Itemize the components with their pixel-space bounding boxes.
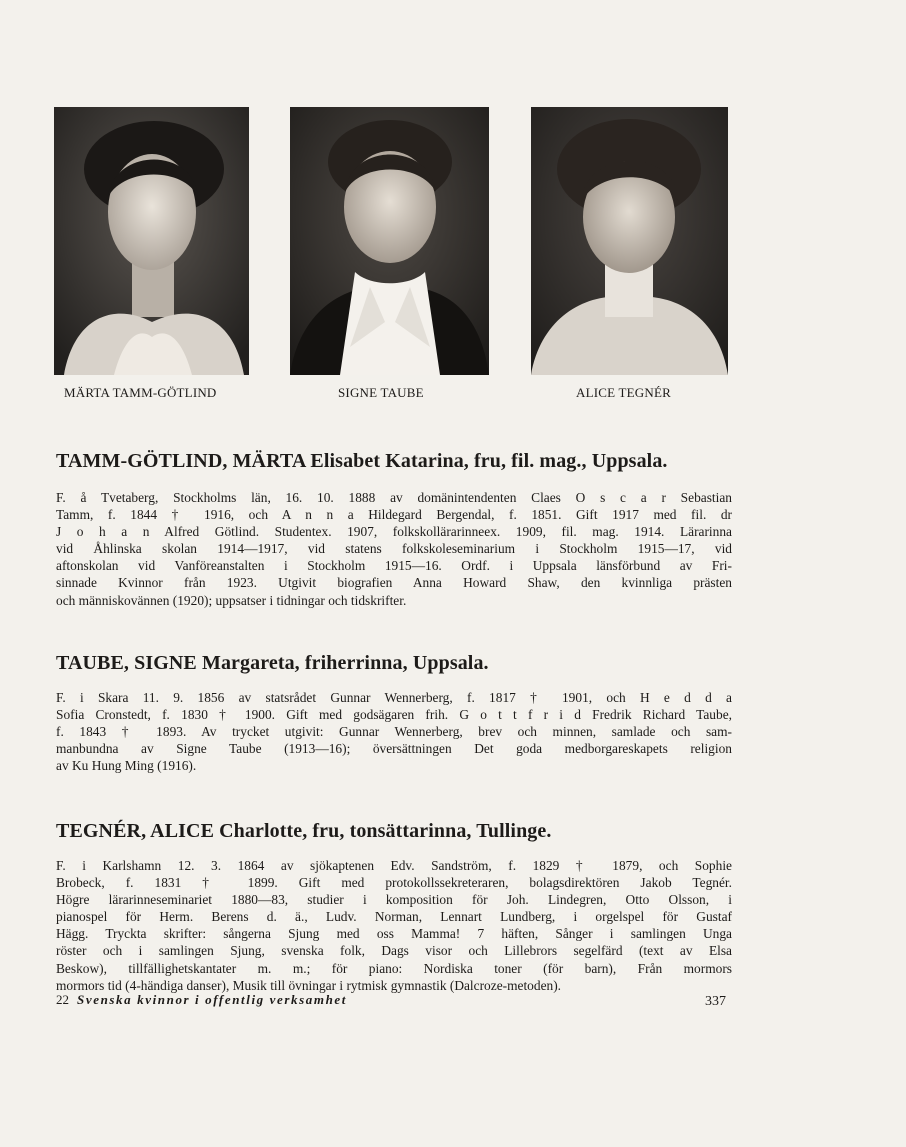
entry-line: manbundna av Signe Taube (1913—16); översättningen Det goda medborgareskapets religion xyxy=(56,741,732,757)
entry-line: mormors tid (4-händiga danser), Musik till övningar i rytmisk gymnastik (Dalcroze-metoden). xyxy=(56,977,562,993)
entry-line: Hägg. Tryckta skrifter: sångerna Sjung med oss Mamma! 7 häften, Sånger i samlingen Unga xyxy=(56,926,732,942)
entry-line: röster och i samlingen Sjung, svenska folk, Dags visor och Lillebrors segelfärd (text av Elsa xyxy=(56,943,732,959)
portrait-caption: ALICE TEGNÉR xyxy=(576,385,671,400)
entry-line: f. 1843 † 1893. Av trycket utgivit: Gunnar Wennerberg, brev och minnen, samlade och sam- xyxy=(56,724,732,740)
biography-entry-tegner xyxy=(56,820,732,994)
entry-line: Tamm, f. 1844 † 1916, och A n n a Hildegard Bergendal, f. 1851. Gift 1917 med fil. dr xyxy=(56,507,732,523)
entry-heading: TAMM-GÖTLIND, MÄRTA Elisabet Katarina, fru, fil. mag., Uppsala. xyxy=(56,450,668,472)
entry-line: aftonskolan vid Vanföreanstalten i Stockholm 1915—16. Ordf. i Uppsala länsförbund av Fri- xyxy=(56,558,732,574)
entry-line: F. i Karlshamn 12. 3. 1864 av sjökaptenen Edv. Sandström, f. 1829 † 1879, och Sophie xyxy=(56,858,732,873)
entry-line: J o h a n Alfred Götlind. Studentex. 1907, folkskollärarinneex. 1909, fil. mag. 1914. Lärarinna xyxy=(56,524,732,540)
entry-line: pianospel för Herm. Berens d. ä., Ludv. Norman, Lennart Lundberg, i orgelspel för Gustaf xyxy=(56,909,732,925)
page-footer-signature xyxy=(56,992,347,1008)
portrait-photo-signe-taube xyxy=(290,107,489,375)
entry-heading: TEGNÉR, ALICE Charlotte, fru, tonsättarinna, Tullinge. xyxy=(56,820,552,842)
entry-line: Sofia Cronstedt, f. 1830 † 1900. Gift med godsägaren frih. G o t t f r i d Fredrik Richard Taube, xyxy=(56,707,732,723)
biography-entry-taube xyxy=(56,652,732,774)
portrait-caption: SIGNE TAUBE xyxy=(338,385,424,400)
entry-heading: TAUBE, SIGNE Margareta, friherrinna, Uppsala. xyxy=(56,652,489,674)
entry-body xyxy=(56,689,732,774)
entry-line: F. i Skara 11. 9. 1856 av statsrådet Gunnar Wennerberg, f. 1817 † 1901, och H e d d a xyxy=(56,690,732,705)
entry-line: och människovännen (1920); uppsatser i tidningar och tidskrifter. xyxy=(56,592,407,608)
portrait-photo-marta-tamm-gotlind xyxy=(54,107,249,375)
biography-entry-tamm-gotlind xyxy=(56,450,732,609)
entry-line: Högre lärarinneseminariet 1880—83, studier i komposition för Joh. Lindegren, Otto Olsson, i xyxy=(56,892,732,908)
entry-body xyxy=(56,489,732,609)
entry-line: av Ku Hung Ming (1916). xyxy=(56,758,197,774)
portrait-photo-alice-tegner xyxy=(531,107,728,375)
page-number: 337 xyxy=(705,994,726,1009)
entry-line: vid Åhlinska skolan 1914—1917, vid statens folkskoleseminarium i Stockholm 1915—17, vid xyxy=(56,541,732,557)
entry-line: Brobeck, f. 1831 † 1899. Gift med protokollssekreteraren, bolagsdirektören Jakob Tegnér. xyxy=(56,875,732,891)
entry-line: Beskow), tillfällighetskantater m. m.; för piano: Nordiska toner (för barn), Från mormors xyxy=(56,960,732,976)
book-title: Svenska kvinnor i offentlig verksamhet xyxy=(77,992,348,1007)
signature-number: 22 xyxy=(56,992,69,1007)
entry-line: F. å Tvetaberg, Stockholms län, 16. 10. 1888 av domänintendenten Claes O s c a r Sebastian xyxy=(56,490,732,505)
portrait-caption: MÄRTA TAMM-GÖTLIND xyxy=(64,385,217,400)
entry-line: sinnade Kvinnor från 1923. Utgivit biografien Anna Howard Shaw, den kvinnliga prästen xyxy=(56,575,732,591)
entry-body xyxy=(56,857,732,994)
